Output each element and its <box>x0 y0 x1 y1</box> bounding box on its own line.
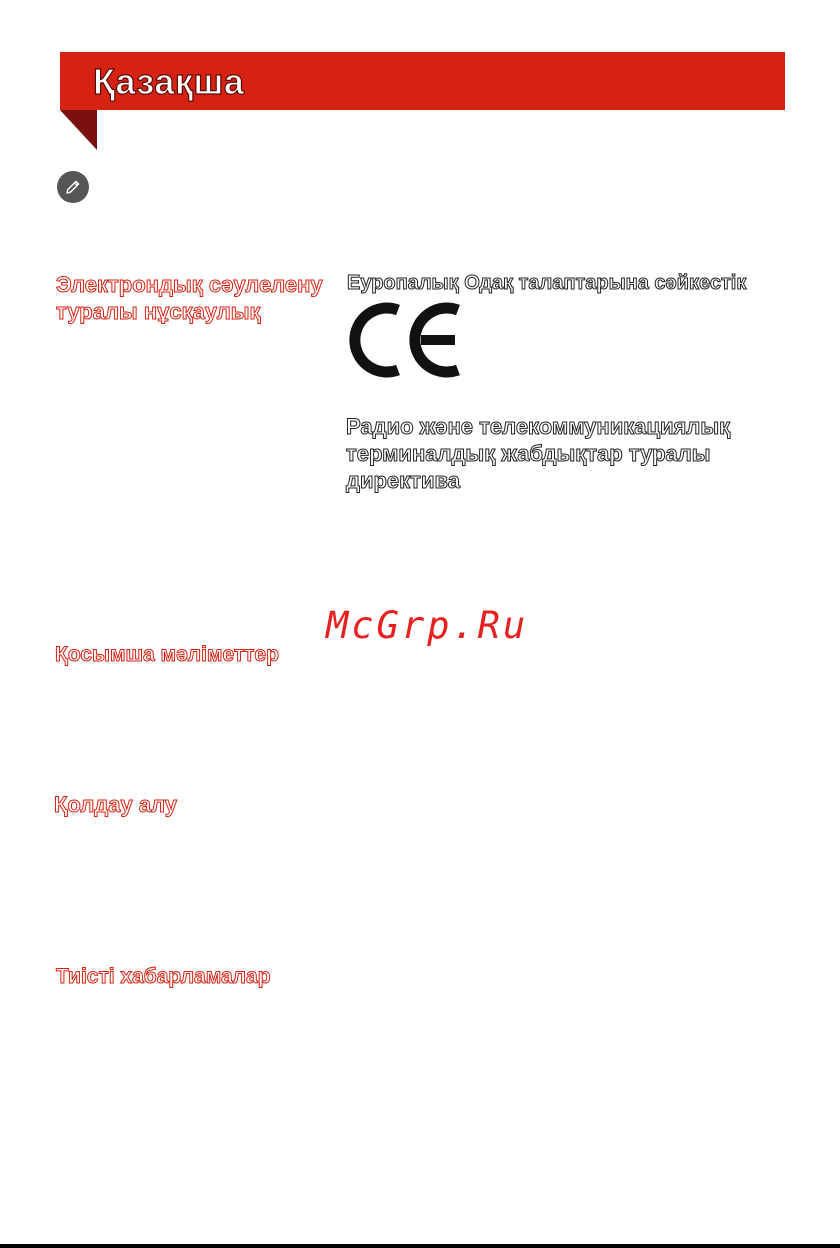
radiation-heading <box>56 271 323 325</box>
rtte-heading-line3: директива <box>346 468 460 493</box>
rtte-heading-line2: терминалдық жабдықтар туралы <box>346 441 711 466</box>
rtte-directive-heading <box>346 413 730 494</box>
support-heading: Қолдау алу <box>54 792 177 817</box>
banner-fold <box>60 110 97 150</box>
notices-heading: Тиісті хабарламалар <box>56 965 271 988</box>
radiation-heading-line2: туралы нұсқаулық <box>56 299 261 324</box>
eu-compliance-heading: Еуропалық Одақ талаптарына сәйкестік <box>347 272 747 294</box>
rtte-heading-line1: Радио және телекоммуникациялық <box>346 414 731 439</box>
ce-mark-logo <box>346 298 462 387</box>
language-title: Қазақша <box>93 61 245 102</box>
watermark-text: McGrp.Ru <box>326 604 529 647</box>
additional-info-heading: Қосымша мәліметтер <box>55 643 279 666</box>
pencil-icon <box>57 171 89 203</box>
bottom-border <box>0 1244 840 1248</box>
radiation-heading-line1: Электрондық сәулелену <box>56 272 323 297</box>
